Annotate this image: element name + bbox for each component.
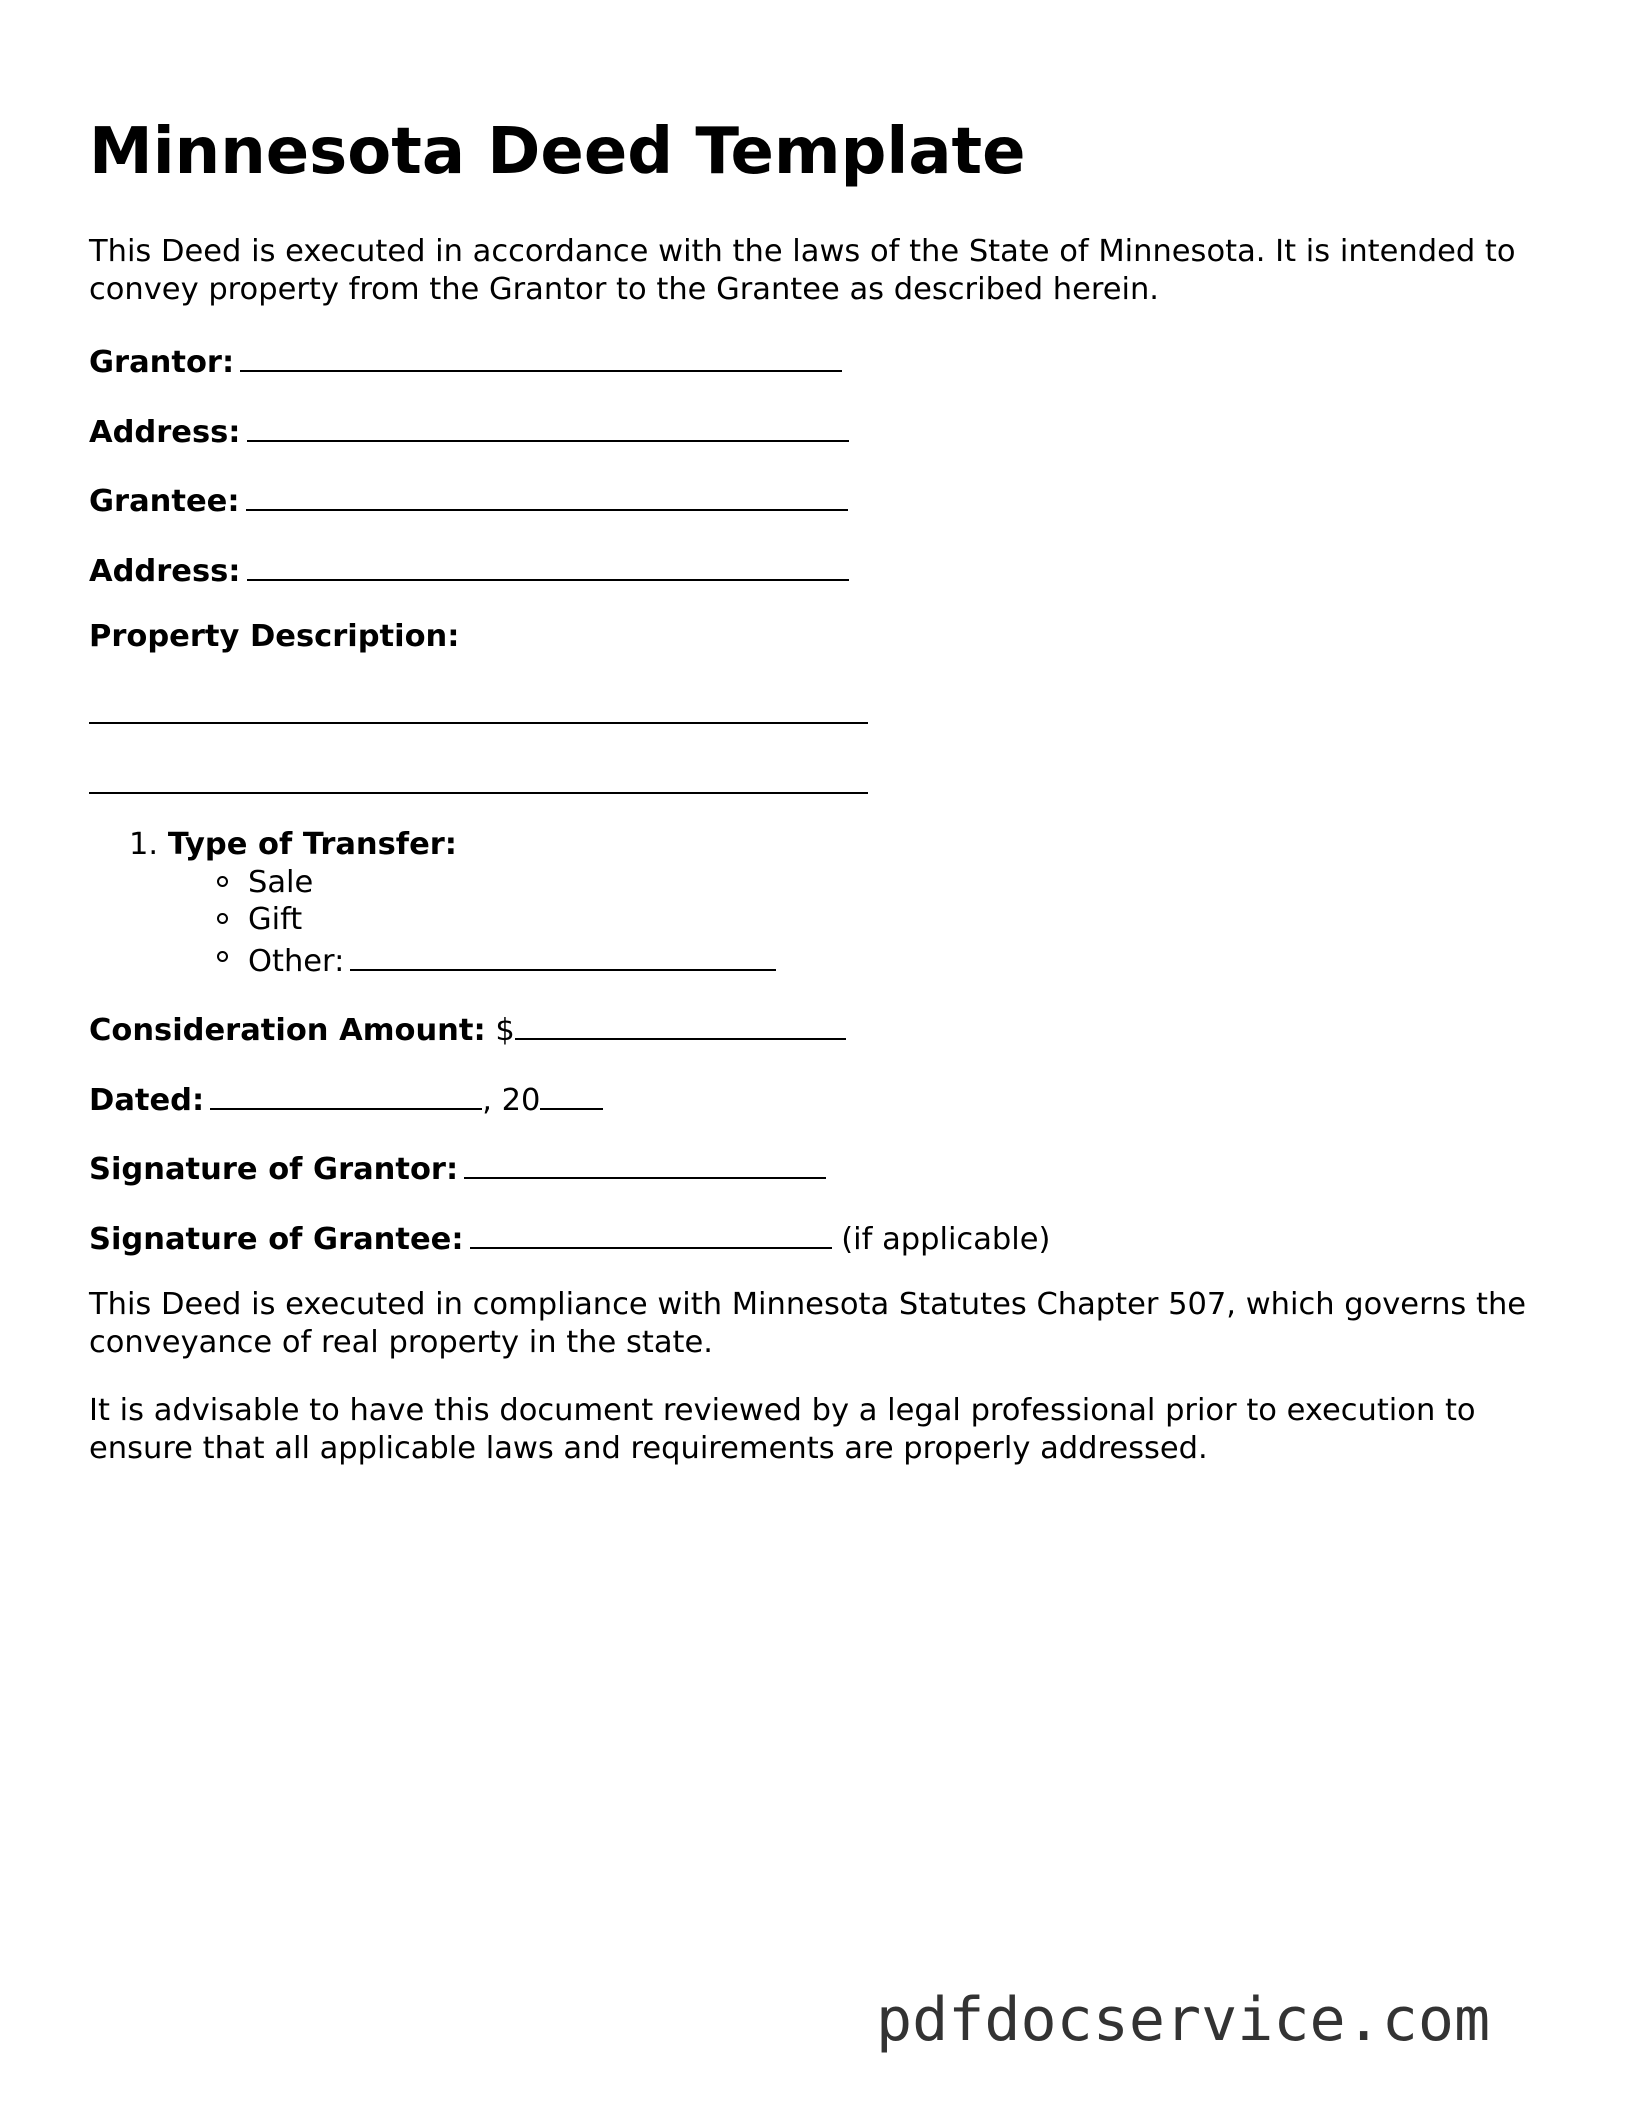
dated-year-blank[interactable] xyxy=(540,1078,603,1110)
transfer-option-label: Sale xyxy=(248,865,314,900)
dated-field xyxy=(89,1078,603,1120)
transfer-other-blank[interactable] xyxy=(350,939,776,971)
consideration-blank[interactable] xyxy=(515,1008,846,1040)
dated-day-blank[interactable] xyxy=(210,1078,482,1110)
watermark: pdfdocservice.com xyxy=(876,1985,1491,2055)
grantee-field xyxy=(89,479,848,521)
dated-year-prefix: , 20 xyxy=(482,1083,541,1118)
transfer-type-item xyxy=(129,826,457,864)
circle-bullet-icon xyxy=(217,913,228,924)
dated-label: Dated: xyxy=(89,1083,205,1118)
grantee-signature-blank[interactable] xyxy=(470,1217,832,1249)
page-title: Minnesota Deed Template xyxy=(89,115,1026,189)
grantee-signature-label: Signature of Grantee: xyxy=(89,1222,464,1257)
grantor-label: Grantor: xyxy=(89,345,235,380)
grantor-signature-blank[interactable] xyxy=(464,1147,826,1179)
transfer-option-label: Gift xyxy=(248,902,303,937)
property-description-line-1[interactable] xyxy=(89,722,868,724)
grantor-signature-field xyxy=(89,1147,826,1189)
grantee-blank[interactable] xyxy=(246,479,848,511)
grantee-signature-field xyxy=(89,1217,1050,1259)
property-description-field xyxy=(89,618,459,656)
grantee-address-label: Address: xyxy=(89,554,241,589)
currency-symbol: $ xyxy=(495,1013,515,1048)
grantor-address-label: Address: xyxy=(89,415,241,450)
grantor-address-blank[interactable] xyxy=(247,410,849,442)
grantor-field xyxy=(89,340,842,382)
advisory-paragraph: It is advisable to have this document reviewed by a legal professional prior to execution to ensure that all applicable laws and requirements are properly addressed. xyxy=(89,1393,1476,1466)
compliance-paragraph: This Deed is executed in compliance with Minnesota Statutes Chapter 507, which governs the conveyance of real property in the state. xyxy=(89,1287,1527,1360)
grantee-label: Grantee: xyxy=(89,484,240,519)
grantor-address-field xyxy=(89,410,849,452)
consideration-field xyxy=(89,1008,846,1050)
circle-bullet-icon xyxy=(217,876,228,887)
grantee-signature-note: (if applicable) xyxy=(841,1222,1051,1257)
grantee-address-blank[interactable] xyxy=(247,549,849,581)
circle-bullet-icon xyxy=(217,951,228,962)
grantor-signature-label: Signature of Grantor: xyxy=(89,1152,459,1187)
transfer-type-number: 1. xyxy=(129,827,159,862)
intro-paragraph: This Deed is executed in accordance with the laws of the State of Minnesota. It is intended to convey property from the Grantor to the Grantee as described herein. xyxy=(89,234,1516,307)
transfer-option-label: Other: xyxy=(248,944,345,979)
property-description-label: Property Description: xyxy=(89,619,460,654)
transfer-option-other xyxy=(248,939,776,981)
transfer-type-label: Type of Transfer: xyxy=(167,827,457,862)
transfer-option-gift xyxy=(248,901,302,939)
consideration-label: Consideration Amount: xyxy=(89,1013,486,1048)
transfer-option-sale xyxy=(248,864,313,902)
property-description-line-2[interactable] xyxy=(89,792,868,794)
grantee-address-field xyxy=(89,549,849,591)
grantor-blank[interactable] xyxy=(240,340,842,372)
